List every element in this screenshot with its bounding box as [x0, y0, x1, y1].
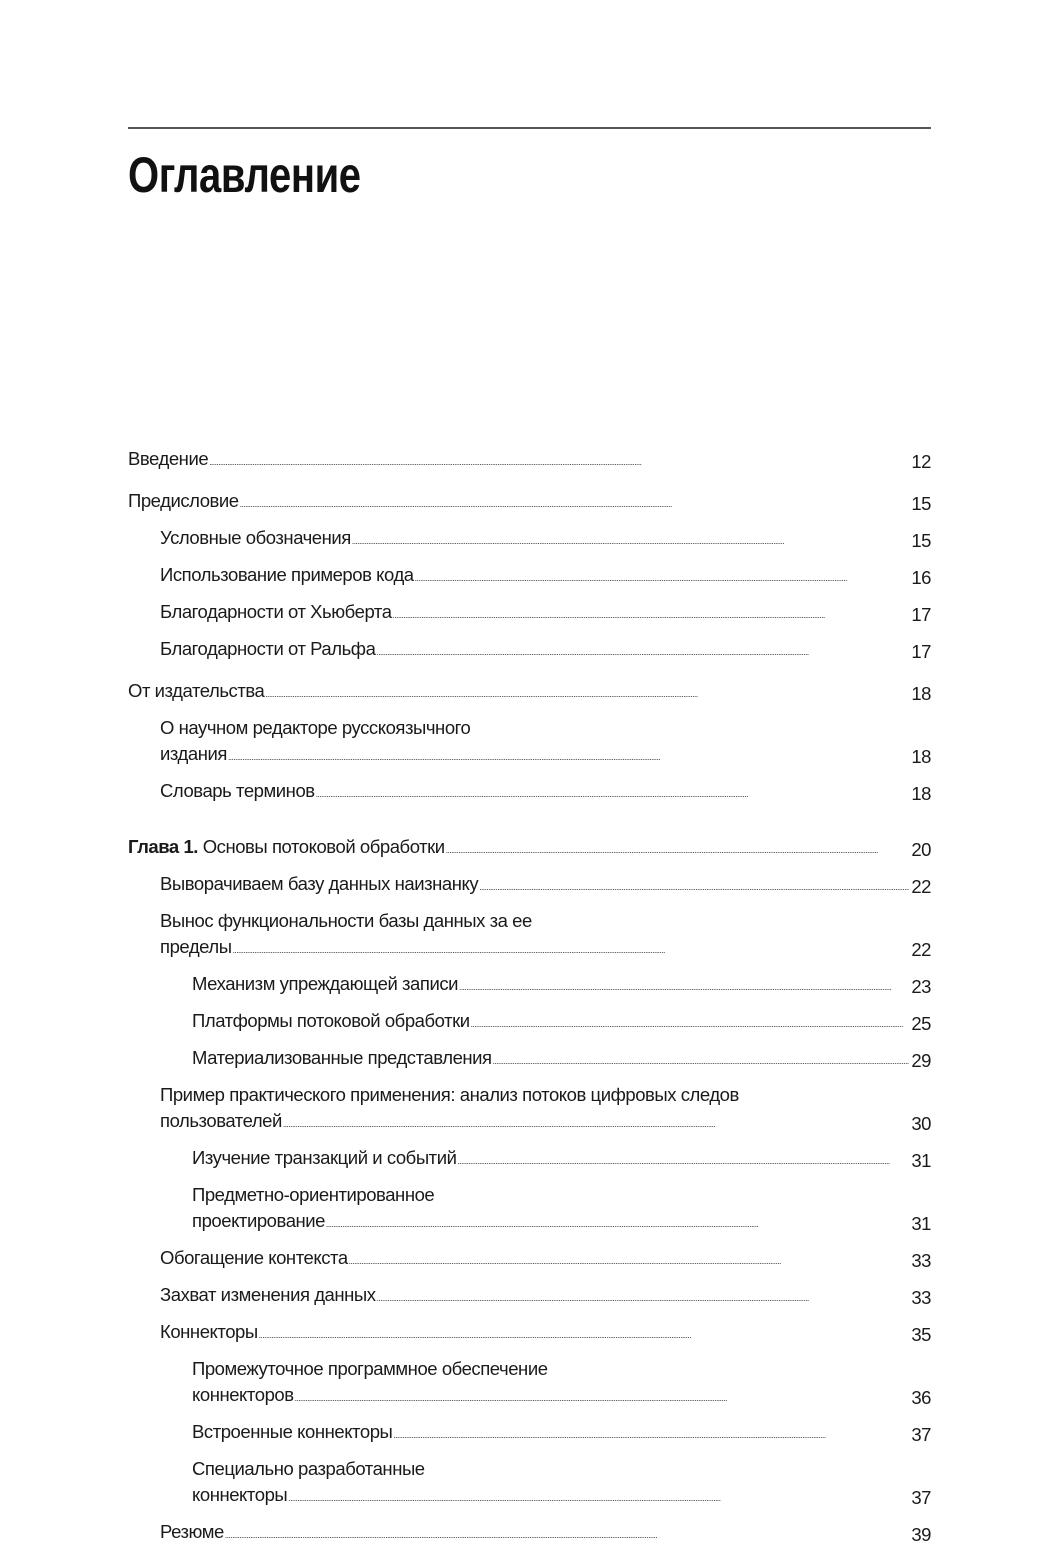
toc-entry-title [160, 527, 783, 548]
toc-page-number: 20 [909, 837, 931, 863]
toc-entry-text: Промежуточное программное обеспечение коннекторов [192, 1358, 548, 1405]
toc-entry-text: Захват изменения данных [160, 1284, 376, 1305]
toc-entry[interactable] [128, 1241, 931, 1278]
toc-page-number: 17 [909, 602, 931, 628]
toc-entry-text: О научном редакторе русскоязычного издания [160, 717, 471, 764]
toc-entry-text: Резюме [160, 1521, 224, 1542]
toc-entry-title [160, 1284, 808, 1305]
toc-entry-title [128, 490, 671, 511]
toc-page-number: 30 [909, 1111, 931, 1137]
table-of-contents [128, 442, 931, 1552]
toc-entry-text: От издательства [128, 680, 265, 701]
toc-entry[interactable] [128, 674, 931, 711]
toc-entry-title [192, 1458, 720, 1505]
toc-entry-text: Использование примеров кода [160, 564, 414, 585]
toc-entry[interactable] [128, 1004, 931, 1041]
toc-entry-title [192, 1184, 757, 1231]
toc-entry[interactable] [128, 1178, 931, 1241]
toc-entry-text: Механизм упреждающей записи [192, 973, 459, 994]
toc-entry-title [192, 1358, 726, 1405]
toc-entry[interactable] [128, 774, 931, 811]
toc-page-number: 22 [909, 874, 931, 900]
toc-entry[interactable] [128, 967, 931, 1004]
toc-entry-title [128, 680, 697, 701]
toc-page-number: 23 [909, 974, 931, 1000]
toc-entry[interactable] [128, 1415, 931, 1452]
toc-entry-title [128, 448, 640, 469]
toc-entry-title [160, 564, 846, 585]
toc-entry-text: Выворачиваем базу данных наизнанку [160, 873, 479, 894]
toc-entry-text: Условные обозначения [160, 527, 351, 548]
toc-entry[interactable] [128, 830, 931, 867]
toc-page-number: 25 [909, 1011, 931, 1037]
toc-entry-text: Встроенные коннекторы [192, 1421, 393, 1442]
toc-entry[interactable] [128, 867, 931, 904]
toc-entry-title [160, 717, 659, 764]
toc-entry[interactable] [128, 484, 931, 521]
toc-page-number: 15 [909, 528, 931, 554]
toc-entry[interactable] [128, 1315, 931, 1352]
toc-entry-title [160, 910, 664, 957]
toc-entry[interactable] [128, 904, 931, 967]
toc-entry-title [160, 1321, 690, 1342]
toc-entry-text: Специально разработанные коннекторы [192, 1458, 425, 1505]
toc-entry-title [160, 638, 808, 659]
toc-entry-text: Благодарности от Хьюберта [160, 601, 392, 622]
toc-entry-title [160, 601, 824, 622]
toc-page-number: 15 [909, 491, 931, 517]
toc-entry-text: Коннекторы [160, 1321, 258, 1342]
toc-page-number: 18 [909, 781, 931, 807]
toc-page-number: 17 [909, 639, 931, 665]
toc-page-number: 18 [909, 681, 931, 707]
toc-page-number: 31 [909, 1148, 931, 1174]
toc-page-number: 33 [909, 1248, 931, 1274]
toc-entry[interactable] [128, 1278, 931, 1315]
toc-page-number: 37 [909, 1485, 931, 1511]
toc-entry[interactable] [128, 1352, 931, 1415]
toc-entry[interactable] [128, 521, 931, 558]
toc-entry[interactable] [128, 442, 931, 479]
toc-entry-title [192, 1421, 825, 1442]
toc-entry-title [192, 973, 890, 994]
toc-page-number: 12 [909, 449, 931, 475]
toc-page-number: 35 [909, 1322, 931, 1348]
toc-entry-title [192, 1147, 889, 1168]
toc-entry[interactable] [128, 1078, 931, 1141]
toc-entry[interactable] [128, 1041, 931, 1078]
toc-entry-text: Изучение транзакций и событий [192, 1147, 457, 1168]
chapter-label: Глава 1. [128, 836, 198, 857]
toc-entry-text: Предисловие [128, 490, 239, 511]
toc-entry-title [160, 1521, 656, 1542]
toc-entry-title [160, 1247, 780, 1268]
toc-page-number: 16 [909, 565, 931, 591]
toc-entry-text: Пример практического применения: анализ потоков цифровых следов пользователей [160, 1084, 739, 1131]
toc-entry-text: Обогащение контекста [160, 1247, 348, 1268]
toc-entry-text: Материализованные представления [192, 1047, 492, 1068]
toc-page-number: 31 [909, 1211, 931, 1237]
toc-entry-text: Словарь терминов [160, 780, 315, 801]
toc-entry-text: Предметно-ориентированное проектирование [192, 1184, 435, 1231]
toc-entry-text: Благодарности от Ральфа [160, 638, 376, 659]
toc-page-number: 22 [909, 937, 931, 963]
toc-entry-title [160, 1084, 739, 1131]
toc-entry-title [128, 836, 877, 857]
toc-page-number: 33 [909, 1285, 931, 1311]
toc-page-number: 18 [909, 744, 931, 770]
toc-page-number: 37 [909, 1422, 931, 1448]
toc-entry[interactable] [128, 632, 931, 669]
toc-entry-title [192, 1047, 924, 1068]
toc-entry-title [160, 780, 747, 801]
toc-entry[interactable] [128, 1515, 931, 1552]
toc-entry[interactable] [128, 595, 931, 632]
toc-entry-text: Основы потоковой обработки [202, 836, 445, 857]
toc-entry[interactable] [128, 711, 931, 774]
page-title: Оглавление [128, 147, 361, 203]
toc-entry[interactable] [128, 1452, 931, 1515]
toc-entry[interactable] [128, 558, 931, 595]
header-rule [128, 127, 931, 129]
toc-entry-title [160, 873, 910, 894]
toc-entry-text: Платформы потоковой обработки [192, 1010, 470, 1031]
toc-entry[interactable] [128, 1141, 931, 1178]
toc-entry-title [192, 1010, 902, 1031]
toc-entry-text: Вынос функциональности базы данных за ее пределы [160, 910, 532, 957]
toc-page-number: 29 [909, 1048, 931, 1074]
toc-page-number: 39 [909, 1522, 931, 1548]
toc-page-number: 36 [909, 1385, 931, 1411]
toc-entry-text: Введение [128, 448, 209, 469]
